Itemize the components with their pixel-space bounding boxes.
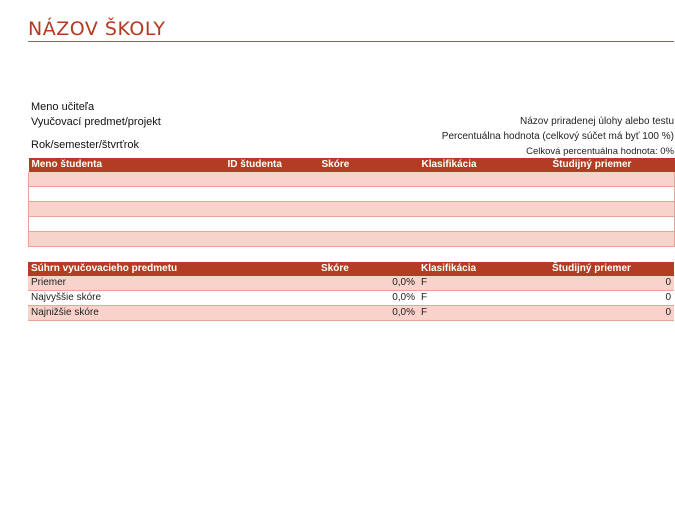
table-row [29,187,675,202]
title-divider [28,41,674,42]
score-value[interactable]: 0,0% [318,276,418,291]
table-cell[interactable] [419,202,550,217]
school-name-title: NÁZOV ŠKOLY [28,18,166,40]
header-summary[interactable]: Súhrn vyučovacieho predmetu [28,262,318,276]
gpa-value[interactable]: 0 [549,306,674,321]
table-cell[interactable] [225,217,319,232]
period-label: Rok/semester/štvrťrok [31,139,140,151]
table-cell[interactable] [319,187,419,202]
assignment-name-label: Názov priradenej úlohy alebo testu [520,116,674,127]
header-gpa[interactable]: Študijný priemer [550,158,675,172]
students-table [28,158,675,247]
students-header-row [29,158,675,172]
grade-value[interactable]: F [418,291,549,306]
header-student-id[interactable]: ID študenta [225,158,319,172]
table-cell[interactable] [225,172,319,187]
total-percent-label: Celková percentuálna hodnota: 0% [526,146,674,157]
summary-row-lowest [28,306,674,321]
table-row [29,217,675,232]
table-cell[interactable] [225,187,319,202]
table-cell[interactable] [550,217,675,232]
subject-label: Vyučovací predmet/projekt [31,116,161,128]
table-cell[interactable] [29,232,225,247]
table-row [29,172,675,187]
table-row [29,202,675,217]
table-cell[interactable] [29,202,225,217]
row-label[interactable]: Najvyššie skóre [28,291,318,306]
table-cell[interactable] [319,172,419,187]
row-label[interactable]: Priemer [28,276,318,291]
table-cell[interactable] [319,217,419,232]
header-grade[interactable]: Klasifikácia [418,262,549,276]
percent-value-label: Percentuálna hodnota (celkový súčet má byť 100 %) [441,131,674,142]
gpa-value[interactable]: 0 [549,291,674,306]
table-cell[interactable] [225,202,319,217]
table-cell[interactable] [29,187,225,202]
summary-header-row [28,262,674,276]
row-label[interactable]: Najnižšie skóre [28,306,318,321]
table-cell[interactable] [319,202,419,217]
table-cell[interactable] [419,187,550,202]
table-cell[interactable] [225,232,319,247]
table-cell[interactable] [29,217,225,232]
table-cell[interactable] [29,172,225,187]
table-row [29,232,675,247]
header-gpa[interactable]: Študijný priemer [549,262,674,276]
header-score[interactable]: Skóre [319,158,419,172]
header-score[interactable]: Skóre [318,262,418,276]
summary-row-average [28,276,674,291]
header-student-name[interactable]: Meno študenta [29,158,225,172]
score-value[interactable]: 0,0% [318,306,418,321]
score-value[interactable]: 0,0% [318,291,418,306]
table-cell[interactable] [419,172,550,187]
summary-table [28,262,674,321]
header-grade[interactable]: Klasifikácia [419,158,550,172]
table-cell[interactable] [550,202,675,217]
table-cell[interactable] [419,232,550,247]
table-cell[interactable] [319,232,419,247]
teacher-name-label: Meno učiteľa [31,101,95,113]
grade-value[interactable]: F [418,276,549,291]
table-cell[interactable] [550,172,675,187]
table-cell[interactable] [550,187,675,202]
summary-row-highest [28,291,674,306]
gpa-value[interactable]: 0 [549,276,674,291]
table-cell[interactable] [419,217,550,232]
grade-value[interactable]: F [418,306,549,321]
table-cell[interactable] [550,232,675,247]
